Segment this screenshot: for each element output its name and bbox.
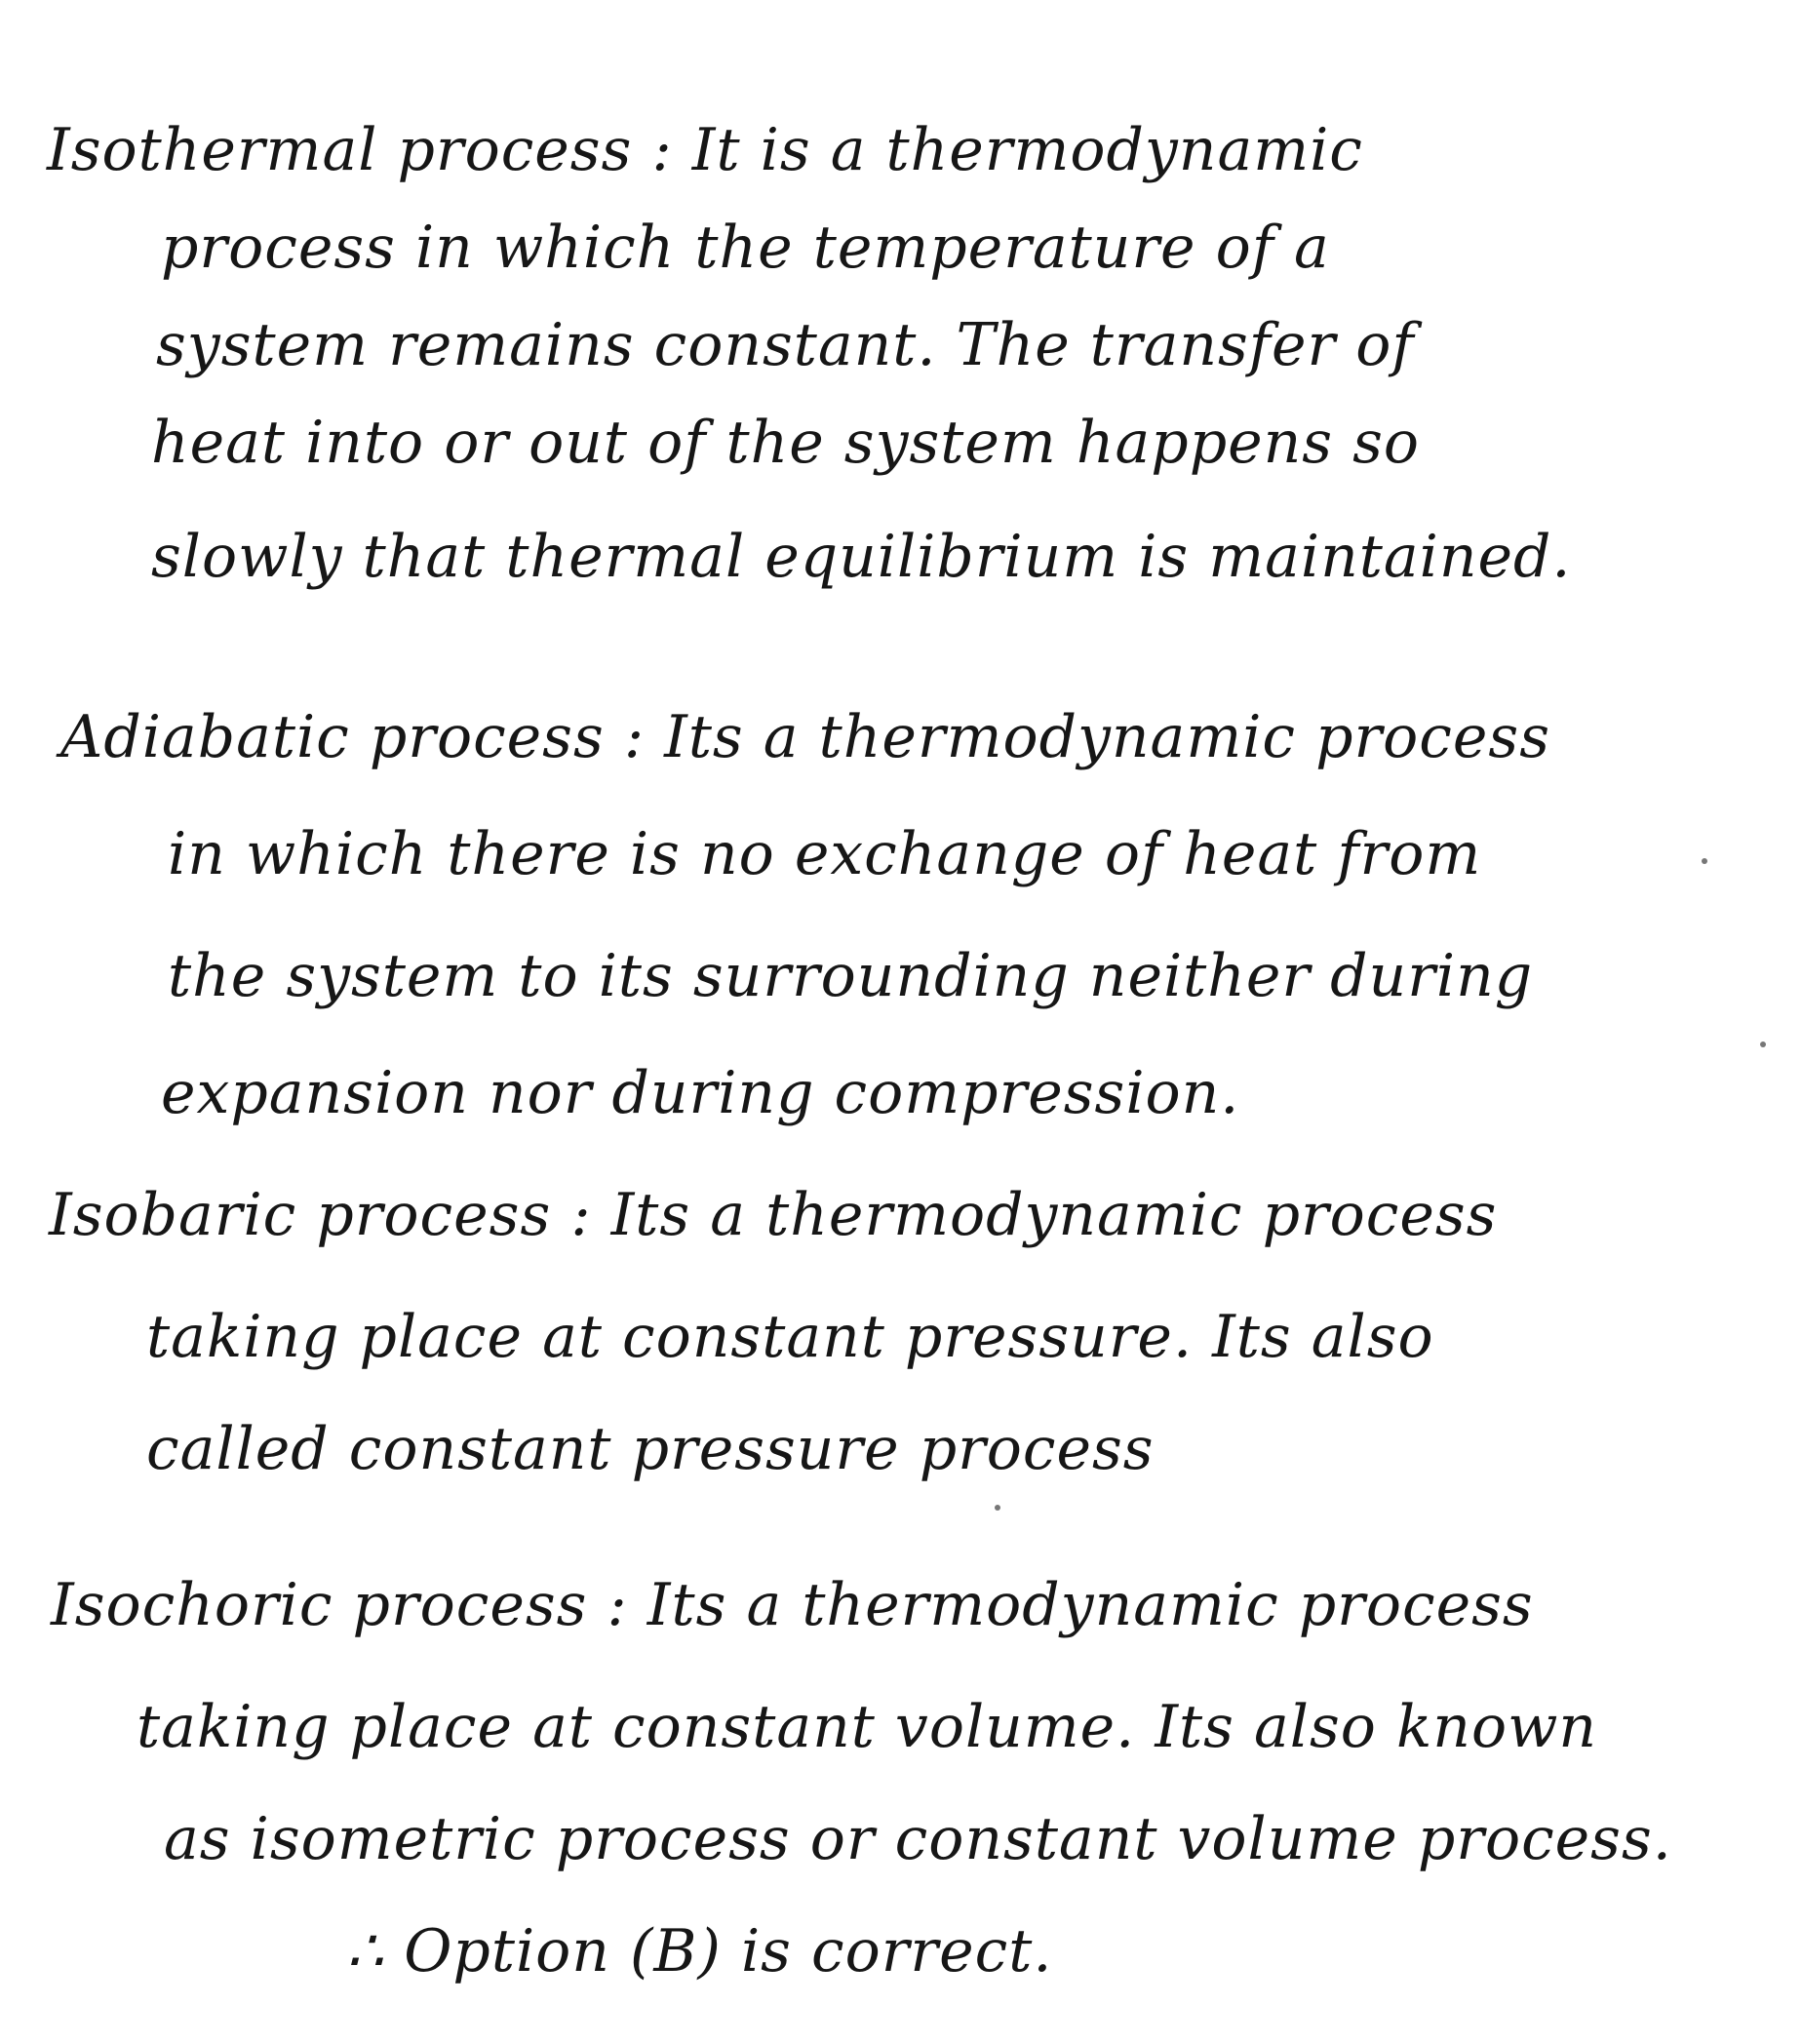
paper-speck bbox=[1760, 1042, 1766, 1047]
adiabatic-line-3: the system to its surrounding neither during bbox=[168, 942, 1534, 1010]
isobaric-line-1: Isobaric process : Its a thermodynamic process bbox=[49, 1181, 1498, 1249]
isochoric-line-2: taking place at constant volume. Its also known bbox=[137, 1693, 1598, 1761]
adiabatic-line-1: Adiabatic process : Its a thermodynamic process bbox=[60, 703, 1550, 771]
isothermal-line-2: process in which the temperature of a bbox=[161, 214, 1330, 282]
conclusion-line: ∴ Option (B) is correct. bbox=[346, 1917, 1053, 1985]
paper-speck bbox=[1702, 858, 1707, 864]
isobaric-line-2: taking place at constant pressure. Its also bbox=[146, 1303, 1434, 1371]
isothermal-line-3: system remains constant. The transfer of bbox=[156, 311, 1415, 379]
isobaric-line-3: called constant pressure process bbox=[146, 1415, 1155, 1483]
isothermal-line-4: heat into or out of the system happens so bbox=[151, 409, 1421, 477]
adiabatic-line-2: in which there is no exchange of heat from bbox=[168, 820, 1482, 888]
adiabatic-line-4: expansion nor during compression. bbox=[161, 1059, 1240, 1127]
isothermal-line-5: slowly that thermal equilibrium is maintained. bbox=[151, 523, 1572, 591]
isothermal-line-1: Isothermal process : It is a thermodynamic bbox=[47, 116, 1363, 184]
isochoric-line-1: Isochoric process : Its a thermodynamic process bbox=[51, 1571, 1534, 1639]
isochoric-line-3: as isometric process or constant volume process. bbox=[164, 1805, 1672, 1873]
paper-speck bbox=[995, 1505, 1000, 1511]
